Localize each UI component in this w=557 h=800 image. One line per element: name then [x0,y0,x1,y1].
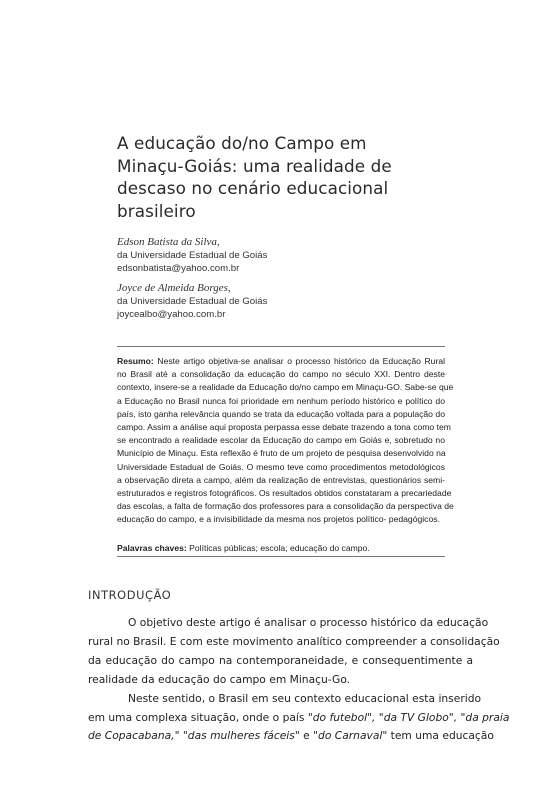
abstract-line: país, isto ganha relevância quando se trata da educação voltada para a população do [117,408,445,419]
section-heading: INTRODUÇÃO [88,588,172,602]
abstract-line: se encontrado a realidade escolar da Educação do campo em Goiás e, sobretudo no [117,435,445,446]
author-affiliation: da Universidade Estadual de Goiás [117,296,268,308]
author-block [117,236,267,276]
keywords-text: Políticas públicas; escola; educação do campo. [186,543,370,553]
body-line: rural no Brasil. E com este movimento analítico compreender a consolidação [88,634,500,648]
body-text-plain: e [299,729,314,743]
author-name: Edson Batista da Silva, [117,236,220,248]
body-line [88,709,510,728]
body-text [88,614,510,746]
title-line: Minaçu-Goiás: uma realidade de [117,155,392,176]
title-line: A educação do/no Campo em [117,133,367,153]
body-line: O objetivo deste artigo é analisar o processo histórico da educação [128,616,489,629]
abstract-label: Resumo: [117,356,154,366]
keywords [117,542,370,555]
abstract-line: contexto, insere-se a realidade da Educação do/no campo em Minaçu-GO. Sabe-se que [117,382,454,393]
abstract-bottom-rule [117,556,445,557]
body-line: da educação do campo na contemporaneidade, e consequentimente a [88,653,473,667]
article-title [117,132,437,222]
title-line: brasileiro [117,200,196,221]
body-text-italic: "do futebol", "da TV Globo", "da praia [307,710,510,724]
abstract [117,355,454,527]
abstract-top-rule [117,346,445,347]
abstract-line: das escolas, a falta de formação dos professores para a consolidação da perspectiva de [117,501,454,512]
abstract-line: no Brasil até a consolidação da educação do campo no século XXI. Dentro deste [117,369,445,380]
author-affiliation: da Universidade Estadual de Goiás [117,250,268,262]
title-line: descaso no cenário educacional [117,178,389,198]
author-block [117,282,267,322]
author-name: Joyce de Almeida Borges, [117,282,231,294]
body-line [88,727,494,746]
abstract-line: a observação direta a campo, além da realização de entrevistas, questionários semi- [117,474,445,485]
abstract-line: estruturados e registros fotográficos. Os resultados obtidos constataram a precariedade [117,488,452,499]
abstract-line: campo. Assim a análise aqui proposta perpassa esse debate trazendo a tona como tem [117,422,451,433]
abstract-line: educação do campo, e a invisibilidade da mesma nos projetos político- pedagógicos. [117,514,440,525]
abstract-line: Universidade Estadual de Goiás. O mesmo teve como procedimentos metodológicos [117,461,445,472]
keywords-label: Palavras chaves: [117,543,187,553]
body-text-plain: tem uma educação [387,729,494,743]
body-text-italic: "do Carnaval" [313,729,388,743]
body-text-italic: de Copacabana," "das mulheres fáceis" [88,729,300,743]
abstract-line: a Educação no Brasil nunca foi prioridade em nenhum período histórico e político do [117,395,445,406]
abstract-line: Município de Minaçu. Esta reflexão é fruto de um projeto de pesquisa desenvolvido na [117,448,446,459]
author-email: edsonbatista@yahoo.com.br [117,263,240,275]
abstract-text: Neste artigo objetiva-se analisar o processo histórico da Educação Rural [157,356,446,366]
body-text-plain: em uma complexa situação, onde o país [88,710,308,724]
abstract-line [117,355,445,368]
body-line: Neste sentido, o Brasil em seu contexto educacional esta inserido [128,691,482,705]
author-email: joycealbo@yahoo.com.br [117,309,226,321]
body-line: realidade da educação do campo em Minaçu-Go. [88,672,351,686]
